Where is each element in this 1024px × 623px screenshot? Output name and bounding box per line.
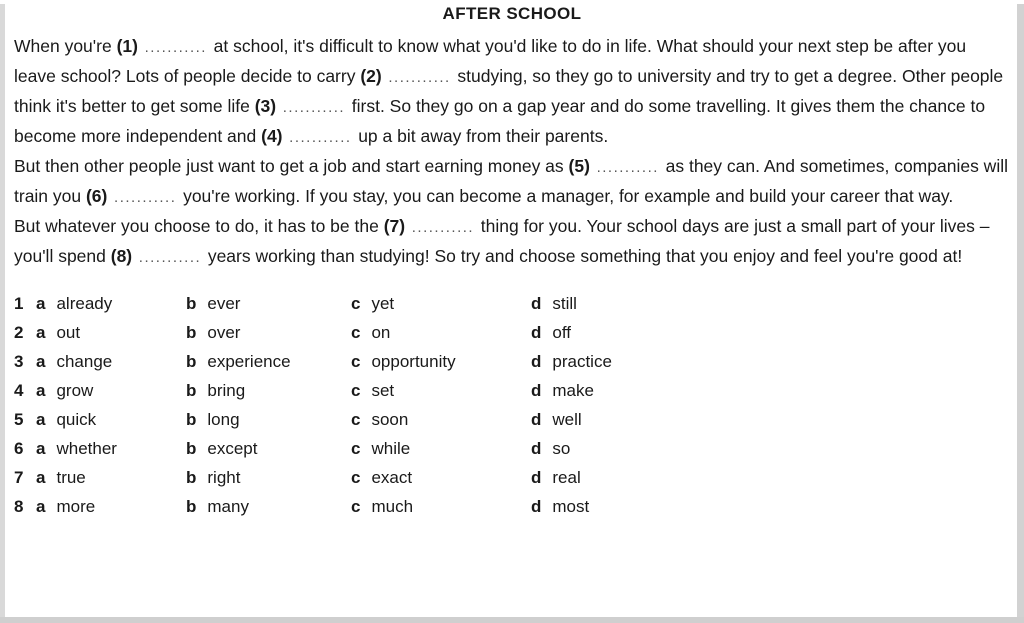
gap-number: (2) <box>360 66 382 86</box>
option-text: experience <box>207 352 291 371</box>
answer-option[interactable] <box>531 410 651 430</box>
answer-option[interactable] <box>351 468 531 488</box>
question-number: 1 <box>14 294 24 313</box>
option-letter: d <box>531 497 542 516</box>
option-text: yet <box>371 294 395 313</box>
answer-option[interactable] <box>351 410 531 430</box>
option-letter: a <box>36 294 46 313</box>
option-letter: c <box>351 439 361 458</box>
passage-paragraph <box>14 212 1010 272</box>
passage-paragraph <box>14 32 1010 152</box>
gap-number: (8) <box>110 246 133 266</box>
answer-option[interactable] <box>351 497 531 517</box>
option-text: grow <box>56 381 94 400</box>
page-edge-left <box>0 4 5 623</box>
answer-option[interactable] <box>186 381 351 401</box>
question-number: 6 <box>14 439 24 458</box>
question-row <box>14 352 1010 381</box>
option-text: right <box>207 468 241 487</box>
question-number: 5 <box>14 410 24 429</box>
option-letter: c <box>351 323 361 342</box>
passage-text-run: up a bit away from their parents. <box>358 126 609 146</box>
option-letter: d <box>531 468 542 487</box>
option-text: real <box>552 468 581 487</box>
option-letter: b <box>186 468 197 487</box>
option-text: off <box>552 323 571 342</box>
gap-blank: ........... <box>406 219 480 236</box>
option-letter: a <box>36 410 46 429</box>
answer-option[interactable] <box>351 323 531 343</box>
option-text: most <box>552 497 590 516</box>
answer-option[interactable] <box>531 323 651 343</box>
question-row <box>14 410 1010 439</box>
option-letter: c <box>351 410 361 429</box>
passage-text-run: thing for you. Your school days are just a small part of your lives – you'll spend <box>14 216 990 266</box>
question-row <box>14 294 1010 323</box>
page-edge-bottom <box>0 617 1024 623</box>
option-letter: d <box>531 410 542 429</box>
page-title: AFTER SCHOOL <box>442 4 582 23</box>
option-letter: b <box>186 439 197 458</box>
option-text: bring <box>207 381 246 400</box>
option-text: set <box>371 381 395 400</box>
answer-option[interactable] <box>36 468 186 488</box>
gap-blank: ........... <box>133 249 207 266</box>
answer-option[interactable] <box>351 381 531 401</box>
option-letter: a <box>36 497 46 516</box>
question-number: 3 <box>14 352 24 371</box>
option-letter: a <box>36 352 46 371</box>
question-number: 8 <box>14 497 24 516</box>
option-letter: c <box>351 468 361 487</box>
answer-option[interactable] <box>186 497 351 517</box>
option-text: more <box>56 497 96 516</box>
answer-option[interactable] <box>531 439 651 459</box>
option-text: over <box>207 323 241 342</box>
option-text: change <box>56 352 113 371</box>
gap-number: (1) <box>116 36 138 56</box>
option-text: long <box>207 410 240 429</box>
option-letter: b <box>186 352 197 371</box>
answer-option[interactable] <box>36 497 186 517</box>
option-text: out <box>56 323 81 342</box>
gap-number: (6) <box>85 186 108 206</box>
option-text: practice <box>552 352 612 371</box>
page-edge-right <box>1017 4 1024 623</box>
passage-text-run: When you're <box>14 36 117 56</box>
option-text: many <box>207 497 249 516</box>
question-row <box>14 323 1010 352</box>
option-text: true <box>56 468 86 487</box>
option-text: much <box>371 497 414 516</box>
option-letter: a <box>36 323 46 342</box>
gap-number: (3) <box>254 96 277 116</box>
answer-option[interactable] <box>351 439 531 459</box>
answer-option[interactable] <box>36 439 186 459</box>
passage-paragraph <box>14 152 1010 212</box>
gap-number: (4) <box>261 126 283 146</box>
option-letter: c <box>351 352 361 371</box>
option-text: whether <box>56 439 117 458</box>
option-text: soon <box>371 410 409 429</box>
option-text: exact <box>371 468 413 487</box>
question-row <box>14 468 1010 497</box>
gap-blank: ........... <box>283 129 358 146</box>
gap-number: (5) <box>568 156 590 176</box>
option-letter: c <box>351 381 361 400</box>
option-text: while <box>371 439 411 458</box>
option-text: on <box>371 323 391 342</box>
passage-text-run: But then other people just want to get a job and start earning money as <box>14 156 569 176</box>
option-text: opportunity <box>371 352 456 371</box>
answer-option[interactable] <box>36 410 186 430</box>
answer-option[interactable] <box>36 294 186 314</box>
answer-option[interactable] <box>531 497 651 517</box>
answer-option[interactable] <box>531 468 651 488</box>
passage-text-run: first. So they go on a gap year and do some travelling. It gives them the chance to become more independent and <box>14 96 986 146</box>
passage-text-run: at school, it's difficult to know what you'd like to do in life. What should your next step be after you leave school? Lots of people decide to carry <box>14 36 967 86</box>
gap-blank: ........... <box>382 69 457 86</box>
answer-option[interactable] <box>186 294 351 314</box>
answer-option[interactable] <box>36 381 186 401</box>
option-letter: a <box>36 468 46 487</box>
option-letter: b <box>186 410 197 429</box>
answer-option[interactable] <box>351 352 531 372</box>
answer-option[interactable] <box>186 352 351 372</box>
option-letter: d <box>531 294 542 313</box>
option-letter: c <box>351 497 361 516</box>
option-text: still <box>552 294 577 313</box>
question-number: 4 <box>14 381 24 400</box>
gap-number: (7) <box>383 216 406 236</box>
option-letter: d <box>531 439 542 458</box>
option-text: ever <box>207 294 241 313</box>
option-letter: b <box>186 294 197 313</box>
question-row <box>14 497 1010 526</box>
answer-option[interactable] <box>531 294 651 314</box>
answer-option[interactable] <box>186 439 351 459</box>
passage-text-run: you're working. If you stay, you can become a manager, for example and build your career that way. <box>183 186 954 206</box>
option-text: well <box>552 410 582 429</box>
gap-blank: ........... <box>590 159 665 176</box>
option-letter: c <box>351 294 361 313</box>
document-page <box>0 4 1024 623</box>
option-letter: b <box>186 323 197 342</box>
option-letter: d <box>531 323 542 342</box>
option-letter: b <box>186 381 197 400</box>
option-text: so <box>552 439 571 458</box>
passage-text-run: But whatever you choose to do, it has to be the <box>14 216 384 236</box>
answer-option[interactable] <box>36 352 186 372</box>
question-row <box>14 439 1010 468</box>
answer-option[interactable] <box>186 323 351 343</box>
passage-text-run: studying, so they go to university and try to get a degree. Other people think it's better to get some life <box>14 66 1004 116</box>
passage-text-run: years working than studying! So try and choose something that you enjoy and feel you're good at! <box>207 246 963 266</box>
answer-option[interactable] <box>36 323 186 343</box>
option-text: quick <box>56 410 97 429</box>
answer-options-list <box>14 294 1010 526</box>
option-letter: a <box>36 381 46 400</box>
question-number: 2 <box>14 323 24 342</box>
gap-blank: ........... <box>138 39 213 56</box>
option-text: already <box>56 294 113 313</box>
option-letter: a <box>36 439 46 458</box>
gap-blank: ........... <box>277 99 351 116</box>
question-row <box>14 381 1010 410</box>
option-text: make <box>552 381 594 400</box>
gap-blank: ........... <box>108 189 183 206</box>
option-text: except <box>207 439 258 458</box>
answer-option[interactable] <box>186 410 351 430</box>
answer-option[interactable] <box>351 294 531 314</box>
question-number: 7 <box>14 468 24 487</box>
passage-text <box>14 32 1010 272</box>
passage-text-run: as they can. And sometimes, companies will train you <box>14 156 1008 206</box>
answer-option[interactable] <box>186 468 351 488</box>
answer-option[interactable] <box>531 381 651 401</box>
option-letter: b <box>186 497 197 516</box>
option-letter: d <box>531 352 542 371</box>
answer-option[interactable] <box>531 352 651 372</box>
option-letter: d <box>531 381 542 400</box>
